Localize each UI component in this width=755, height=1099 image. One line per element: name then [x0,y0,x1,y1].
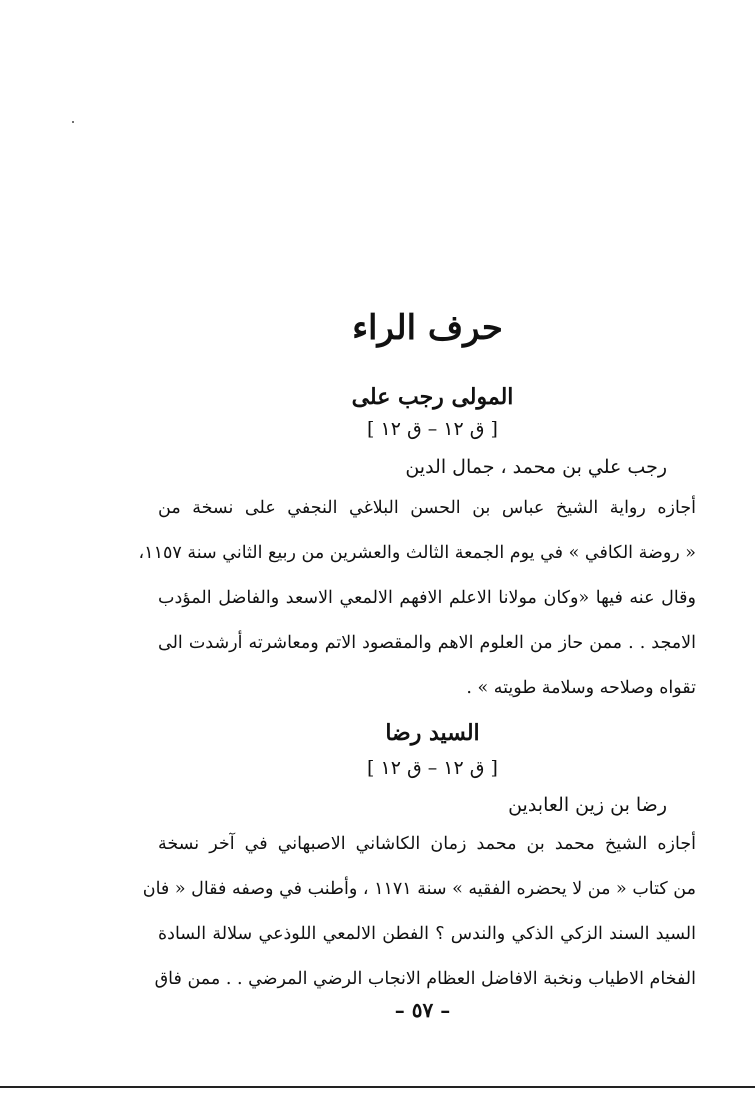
entry-dates: [ ق ١٢ – ق ١٢ ] [367,418,498,440]
entry-dates: [ ق ١٢ – ق ١٢ ] [367,757,498,779]
margin-speck [72,121,74,123]
text-line: وقال عنه فيها «وكان مولانا الاعلم الافهم الالمعي الاسعد والفاضل المؤدب [158,588,696,608]
text-line: أجازه رواية الشيخ عباس بن الحسن البلاغي النجفي على نسخة من [158,498,696,518]
text-line: تقواه وصلاحه وسلامة طويته » . [466,678,696,698]
text-line: من كتاب « من لا يحضره الفقيه » سنة ١١٧١ ، وأطنب في وصفه فقال « فان [142,879,696,899]
bottom-rule [0,1086,755,1088]
entry-name: رجب علي بن محمد ، جمال الدين [405,456,667,478]
text-line: « روضة الكافي » في يوم الجمعة الثالث والعشرين من ربيع الثاني سنة ١١٥٧، [138,543,696,563]
page-number: – ٥٧ – [394,998,451,1022]
text-line: أجازه الشيخ محمد بن محمد زمان الكاشاني الاصبهاني في آخر نسخة [158,834,696,854]
text-line: الامجد . . ممن حاز من العلوم الاهم والمقصود الاتم ومعاشرته أرشدت الى [158,633,696,653]
entry-name: رضا بن زين العابدين [508,794,667,816]
text-line: الفخام الاطياب ونخبة الافاضل العظام الانجاب الرضي المرضي . . ممن فاق [154,969,696,989]
entry-heading: السيد رضا [385,720,480,746]
entry-text [138,486,696,711]
entry-heading: المولى رجب على [351,384,514,410]
chapter-title: حرف الراء [352,308,503,348]
text-line: السيد السند الزكي الذكي والندس ؟ الفطن الالمعي اللوذعي سلالة السادة [158,924,696,944]
entry-text [142,822,696,1002]
